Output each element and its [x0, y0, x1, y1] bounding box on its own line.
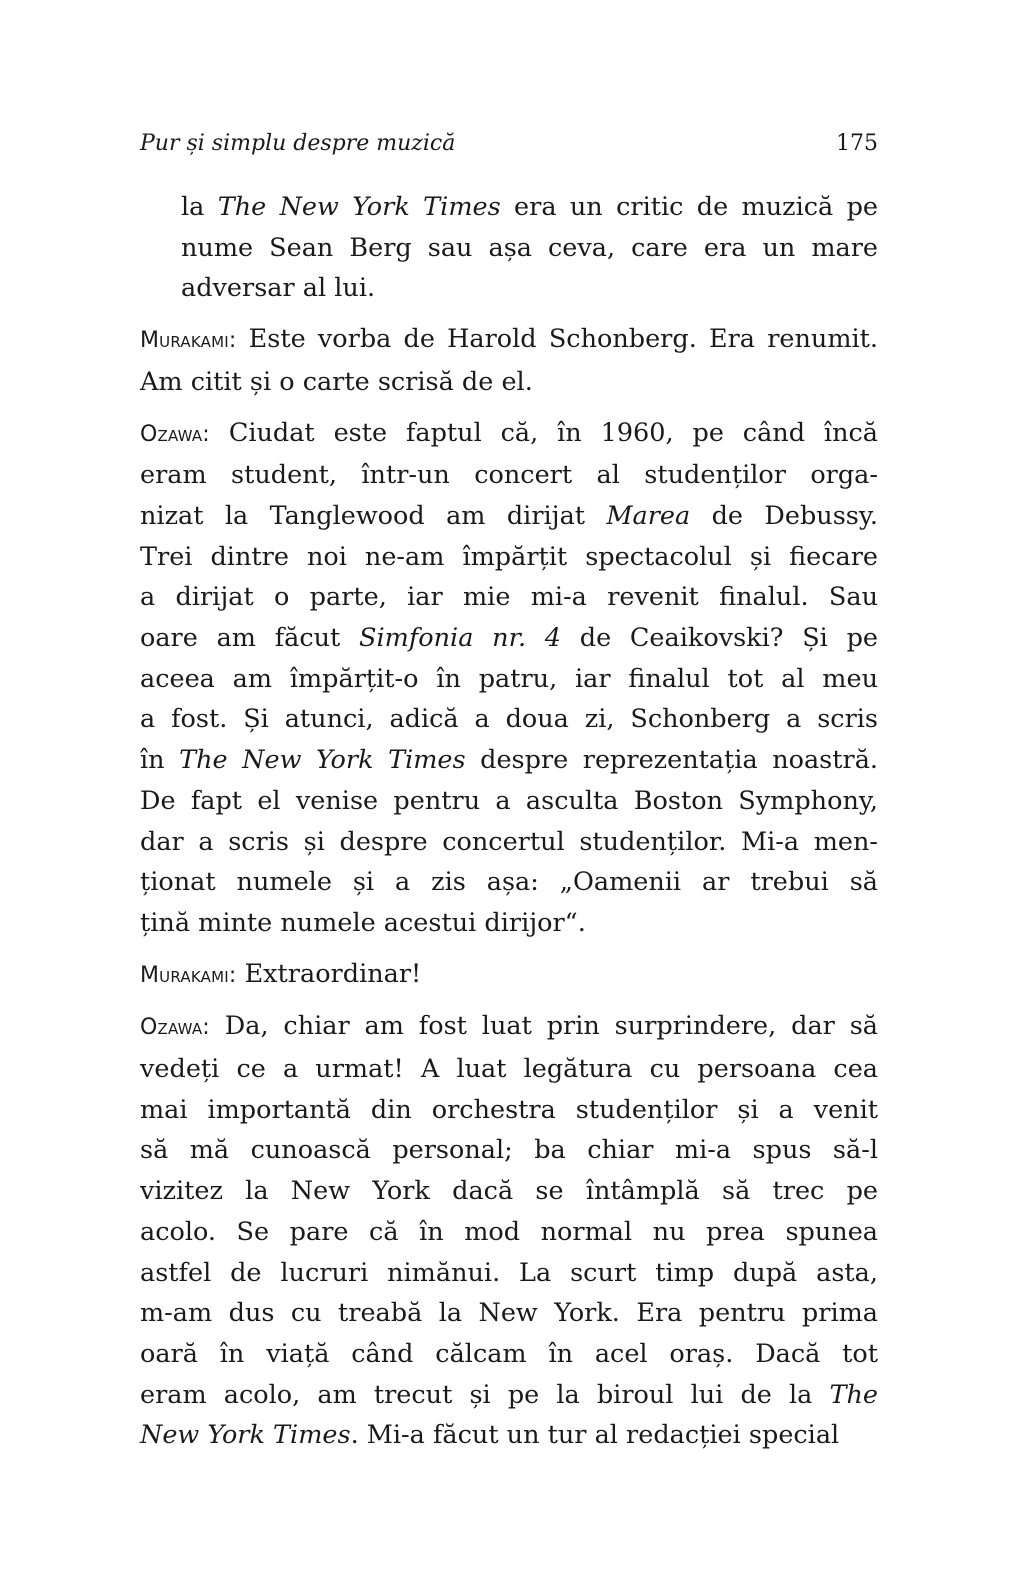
italic-title: Simfonia nr. 4	[359, 623, 562, 654]
dialogue-paragraph	[140, 1006, 878, 1456]
text-line	[140, 319, 879, 362]
text-segment: mai importantă din orchestra studenților și a venit	[140, 1094, 878, 1125]
text-segment: nume Sean Berg sau așa ceva, care era un mare	[181, 232, 878, 263]
text-segment: Da, chiar am fost luat prin surprindere, dar să	[224, 1011, 878, 1042]
text-line	[140, 740, 879, 781]
text-segment: adversar al lui.	[181, 273, 376, 304]
text-line	[140, 1171, 878, 1212]
text-segment: vedeți ce a urmat! A luat legătura cu persoana cea	[140, 1054, 878, 1085]
text-line	[140, 618, 878, 659]
text-line	[140, 862, 878, 903]
italic-title: The New York Times	[217, 192, 501, 222]
italic-title: The New York Times	[179, 745, 466, 776]
running-head	[140, 128, 878, 160]
text-segment: . Mi-a făcut un tur al redacției special	[350, 1420, 840, 1451]
text-segment: Am citit și o carte scrisă de el.	[140, 366, 533, 397]
text-line	[140, 1006, 878, 1049]
body-text	[140, 187, 878, 1466]
text-line	[140, 659, 878, 700]
speaker-label: Murakami:	[140, 962, 237, 988]
text-segment: în	[140, 745, 180, 776]
text-segment: oare am făcut	[140, 623, 360, 654]
text-line	[140, 577, 878, 618]
text-line	[140, 1293, 878, 1334]
text-line	[140, 1415, 878, 1456]
text-line	[140, 781, 878, 822]
text-line	[140, 822, 878, 863]
text-segment: Ciudat este faptul că, în 1960, pe când încă	[228, 417, 878, 448]
text-segment: astfel de lucruri nimănui. La scurt timp după asta,	[140, 1257, 878, 1288]
dialogue-paragraph	[140, 319, 878, 402]
text-segment: m-am dus cu treabă la New York. Era pentru prima	[140, 1298, 878, 1329]
text-line	[140, 537, 878, 578]
text-segment: țină minte numele acestui dirijor“.	[140, 907, 586, 938]
running-title: Pur și simplu despre muzică	[140, 131, 456, 156]
text-segment: acolo. Se pare că în mod normal nu prea spunea	[140, 1216, 878, 1247]
text-segment: era un critic de muzică pe	[500, 192, 878, 222]
dialogue-paragraph	[140, 413, 878, 944]
speaker-label: Ozawa:	[140, 1015, 210, 1041]
text-line	[140, 413, 878, 456]
text-line	[140, 1090, 878, 1131]
text-segment: Extraordinar!	[244, 958, 422, 989]
text-segment: oară în viață când călcam în acel oraș. Dacă tot	[140, 1338, 878, 1369]
text-line	[140, 1130, 878, 1171]
text-line	[140, 903, 878, 944]
text-segment: a fost. Și atunci, adică a doua zi, Schonberg a scris	[140, 704, 878, 735]
text-segment: Trei dintre noi ne-am împărțit spectacolul și fiecare	[140, 541, 878, 572]
text-line	[181, 268, 878, 309]
text-segment: eram acolo, am trecut și pe la biroul lui de la	[140, 1379, 830, 1410]
text-segment: ționat numele și a zis așa: „Oamenii ar trebui să	[140, 867, 878, 898]
text-segment: vizitez la New York dacă se întâmplă să trec pe	[140, 1176, 878, 1207]
text-line	[140, 496, 878, 537]
text-segment: despre reprezentația noastră.	[465, 745, 879, 776]
text-segment: eram student, într-un concert al studenților orga-	[140, 460, 878, 491]
text-segment: de Ceaikovski? Și pe	[561, 623, 878, 654]
text-segment: dar a scris și despre concertul studenților. Mi-a men-	[140, 826, 878, 857]
text-segment: Este vorba de Harold Schonberg. Era renumit.	[248, 324, 879, 355]
text-line	[140, 1049, 878, 1090]
text-line	[140, 699, 878, 740]
text-line	[181, 228, 878, 269]
continuation-paragraph	[140, 187, 878, 309]
text-line	[140, 1334, 878, 1375]
italic-title: Marea	[606, 500, 691, 531]
speaker-label: Ozawa:	[140, 421, 210, 447]
text-segment: a dirijat o parte, iar mie mi-a revenit finalul. Sau	[140, 582, 878, 613]
dialogue-paragraph	[140, 954, 878, 997]
text-line	[140, 455, 878, 496]
italic-title: The	[829, 1379, 878, 1410]
speaker-label: Murakami:	[140, 328, 237, 354]
text-segment: să mă cunoască personal; ba chiar mi-a spus să-l	[140, 1135, 878, 1166]
text-line	[140, 1253, 878, 1294]
text-segment: De fapt el venise pentru a asculta Boston Symphony,	[140, 785, 878, 816]
text-segment: la	[181, 192, 218, 222]
text-segment: aceea am împărțit-o în patru, iar finalul tot al meu	[140, 663, 878, 694]
page-number: 175	[836, 131, 878, 156]
text-line	[140, 1212, 878, 1253]
text-line	[140, 362, 878, 403]
text-line	[140, 954, 878, 997]
text-segment: de Debussy.	[690, 500, 878, 531]
italic-title: New York Times	[140, 1420, 351, 1451]
text-segment: nizat la Tanglewood am dirijat	[140, 500, 607, 531]
text-line	[181, 187, 878, 228]
text-line	[140, 1375, 878, 1416]
